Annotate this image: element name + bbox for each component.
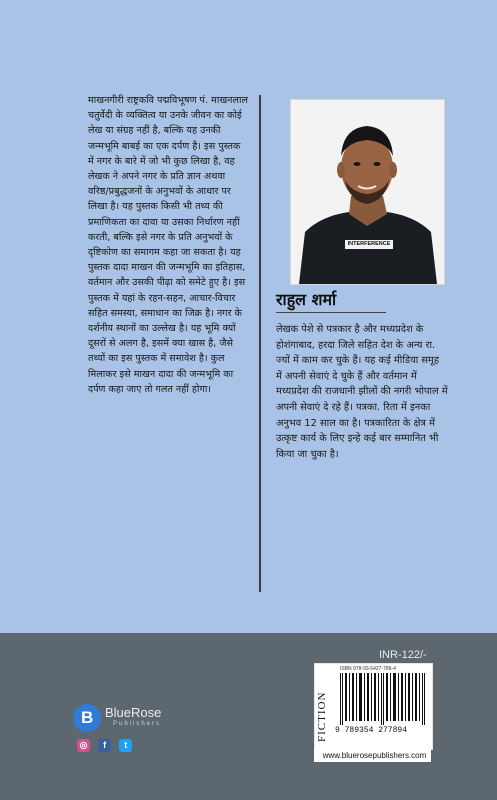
author-photo bbox=[290, 99, 445, 285]
publisher-name: BlueRose bbox=[105, 705, 162, 720]
author-name: राहुल शर्मा bbox=[276, 290, 337, 309]
genre-label: FICTION bbox=[316, 691, 328, 742]
column-divider bbox=[259, 95, 261, 592]
author-bio: लेखक पेशे से पत्रकार है और मध्यप्रदेश के होशंगाबाद, हरदा जिले सहित देश के अन्य रा. ज्यों में काम कर चुके हैं। यह कई मीडिया समूह में अपनी सेवाएं दे चुके हैं और वर्तमान में मध्यप्रदेश की राजधानी झीलों की नगरी भोपाल में अपनी सेवाएं दे रहे हैं। पत्रका. रिता में इनका अनुभव 12 साल का है। पत्रकारिता के क्षेत्र में उत्कृष्ट कार्य के लिए इन्हे कई बार सम्मानित भी किया जा चुका है। bbox=[276, 324, 448, 460]
barcode bbox=[340, 673, 426, 725]
facebook-icon: f bbox=[98, 739, 111, 752]
isbn-label: ISBN 978-93-5427-789-4 bbox=[340, 666, 396, 672]
isbn-digits: 9 789354 277894 bbox=[335, 726, 408, 735]
shirt-text: INTERFERENCE bbox=[347, 241, 391, 247]
instagram-icon: ◎ bbox=[77, 739, 90, 752]
price-label: INR-122/- bbox=[379, 649, 427, 661]
publisher-website: www.bluerosepublishers.com bbox=[322, 751, 427, 760]
twitter-icon: t bbox=[119, 739, 132, 752]
book-blurb: माखनगीरी राष्ट्रकवि पद्मविभूषण पं. माखनलाल चतुर्वेदी के व्यक्तित्व या उनके जीवन का कोई लेख या संग्रह नहीं है, बल्कि यह उनकी जन्मभूमि बाबई का एक दर्पण है। इस पुस्तक में नगर के बारे में जो भी कुछ लिखा है, वह लेखक ने अपने नगर के प्रति ज्ञान अथवा वरिष्ठ/प्रबुद्धजनों के अनुभवों के आधार पर लिखा है। यह पुस्तक किसी भी तथ्य की प्रमाणिकता का दावा या उसका निर्धारण नहीं करती, बल्कि इसे नगर के प्रति अनुभवों के दृष्टिकोण का समागम कहा जा सकता है। यह पुस्तक दादा माखन की जन्मभूमि का इतिहास, वर्तमान और उसकी पीढ़ा को समेटे हुए है। इस पुस्तक में यहां के रहन-सहन, आचार-विचार सहित समस्या, समाधान का जिक्र है। नगर के दर्शनीय स्थानों का उल्लेख है। यह भूमि क्यों दूसरों से अलग है, इसमें क्या खास है, जैसे तथ्यों का इस पुस्तक में समावेश है। कुल मिलाकर इसे माखन दादा की जन्मभूमि का दर्पण कहा जाए तो गलत नहीं होगा। bbox=[88, 95, 248, 395]
author-name-underline bbox=[276, 312, 386, 313]
social-icons bbox=[77, 733, 135, 750]
author-portrait-illustration bbox=[291, 100, 444, 284]
publisher-subtitle: Publishers bbox=[113, 721, 162, 727]
publisher-logo-icon: B bbox=[73, 704, 101, 732]
publisher-logo bbox=[73, 704, 183, 734]
